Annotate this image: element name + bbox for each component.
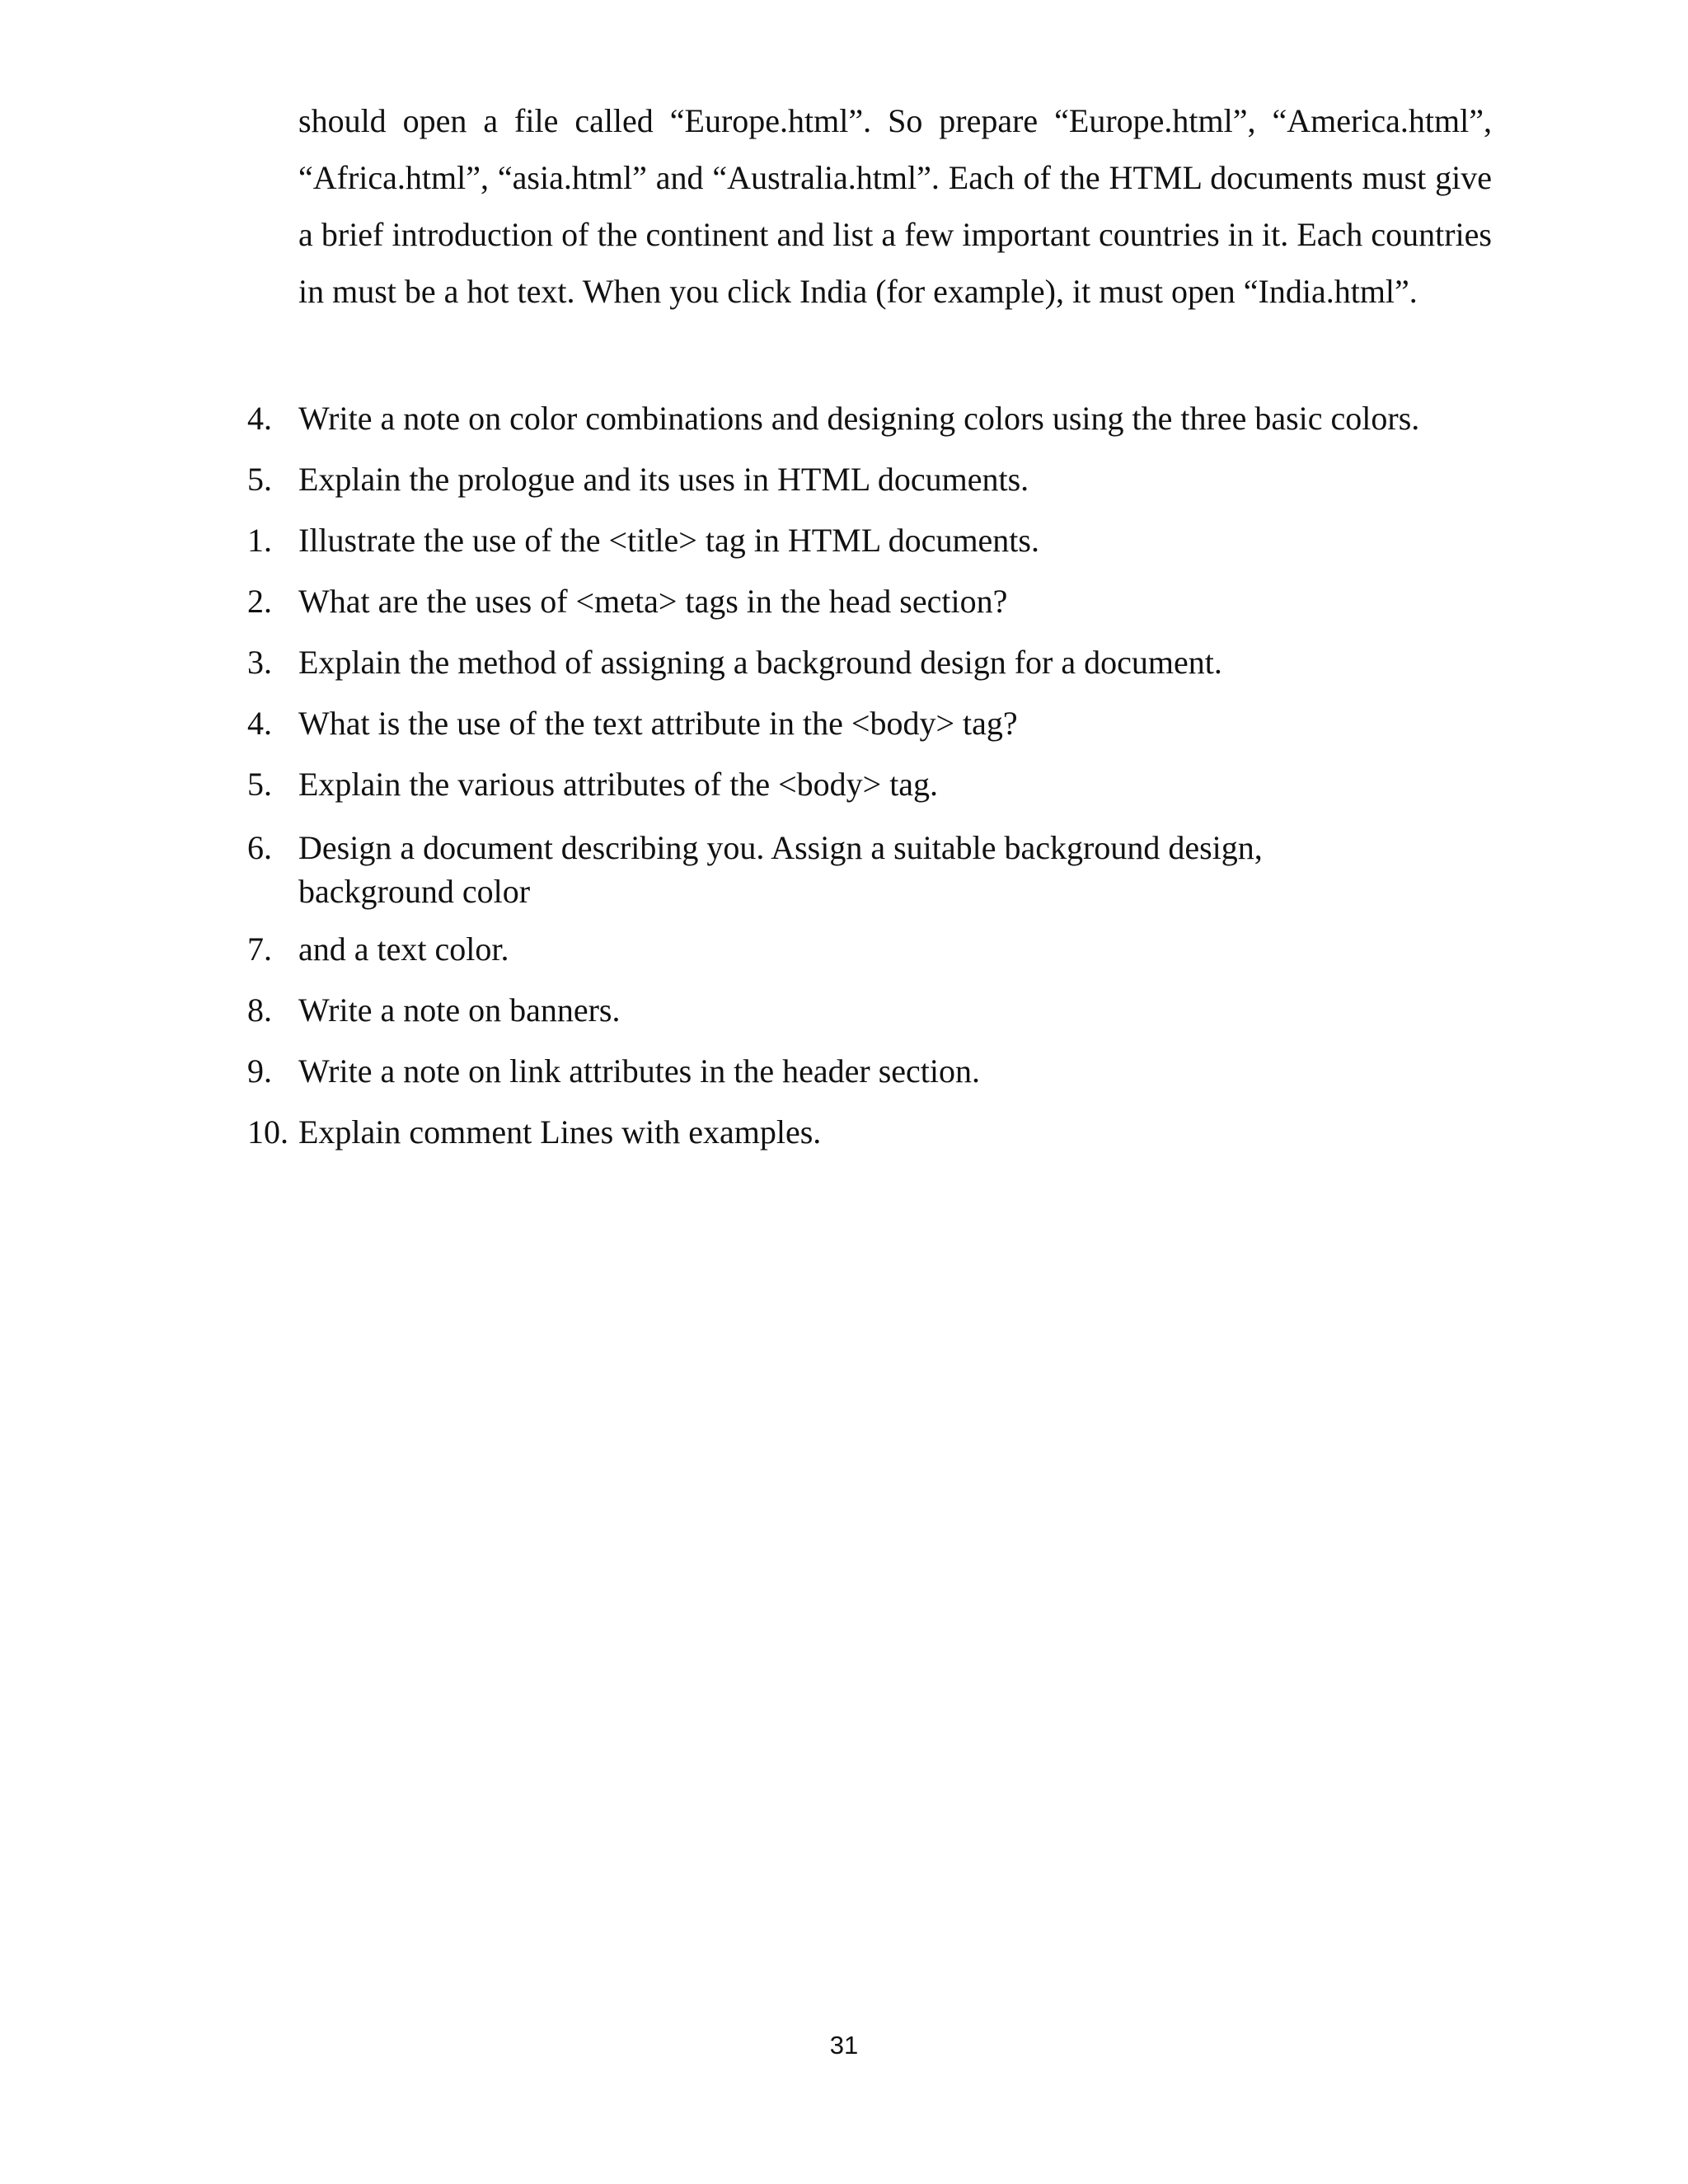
question-number: 3.	[247, 644, 272, 681]
continuation-paragraph: should open a file called “Europe.html”. So prepare “Europe.html”, “America.html”, “Africa.html”, “asia.html” and “Australia.html”. Each of the HTML documents must give a brief introduction of the continent and list a few important countries in it. Each countries in must be a hot text. When you click India (for example), it must open “India.html”.	[298, 102, 1492, 310]
question-item	[247, 1113, 1492, 1152]
question-item	[247, 930, 1492, 969]
question-number: 4.	[247, 400, 272, 437]
question-text: Design a document describing you. Assign a suitable background design, background color	[298, 829, 1263, 910]
question-number: 9.	[247, 1052, 272, 1090]
question-item	[247, 521, 1492, 560]
question-item	[247, 643, 1492, 682]
question-item	[247, 704, 1492, 743]
question-number: 2.	[247, 583, 272, 620]
question-text: Write a note on color combinations and designing colors using the three basic colors.	[298, 400, 1420, 437]
question-item	[247, 991, 1492, 1030]
question-text: Explain the prologue and its uses in HTML documents.	[298, 461, 1029, 498]
question-number: 1.	[247, 522, 272, 559]
question-number: 4.	[247, 705, 272, 742]
question-number: 5.	[247, 766, 272, 803]
question-number: 5.	[247, 461, 272, 498]
question-text: What are the uses of <meta> tags in the head section?	[298, 583, 1008, 620]
question-text: Write a note on banners.	[298, 991, 621, 1029]
question-number: 8.	[247, 991, 272, 1029]
question-text: Explain comment Lines with examples.	[298, 1113, 822, 1151]
question-number: 7.	[247, 930, 272, 968]
question-text: and a text color.	[298, 930, 509, 968]
question-text: Explain the method of assigning a background design for a document.	[298, 644, 1222, 681]
question-number: 6.	[247, 829, 272, 866]
question-text: Illustrate the use of the <title> tag in HTML documents.	[298, 522, 1039, 559]
question-item	[247, 582, 1492, 621]
question-number: 10.	[247, 1113, 288, 1151]
question-item	[247, 460, 1492, 499]
question-item	[247, 399, 1492, 438]
question-item	[247, 826, 1492, 913]
question-text: Explain the various attributes of the <body> tag.	[298, 766, 939, 803]
question-item	[247, 765, 1492, 804]
question-text: Write a note on link attributes in the header section.	[298, 1052, 981, 1090]
page-number: 31	[829, 2031, 859, 2060]
question-text: What is the use of the text attribute in the <body> tag?	[298, 705, 1018, 742]
question-list	[247, 399, 1492, 1174]
question-item	[247, 1052, 1492, 1091]
